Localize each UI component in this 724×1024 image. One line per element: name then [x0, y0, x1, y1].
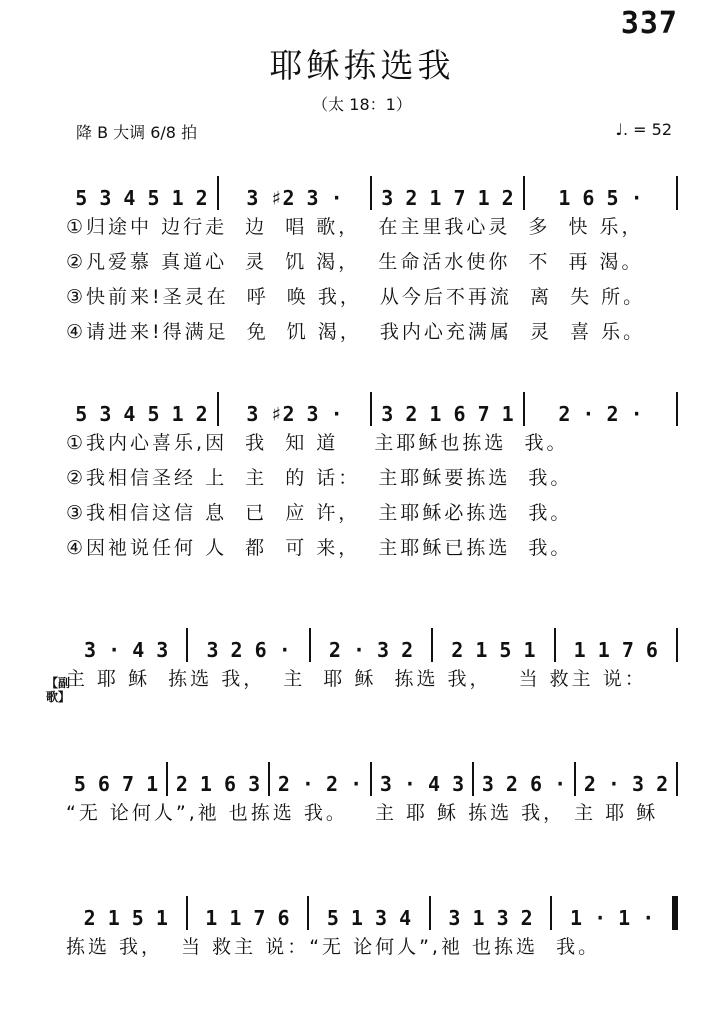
measure [372, 392, 523, 426]
notes: 5 3 4 5 1 2 [75, 402, 208, 426]
scripture-reference: （太 18：1） [312, 95, 412, 114]
notes: 5 6 7 1 [73, 772, 159, 796]
notes: 2 1 5 1 [83, 906, 168, 930]
measure [431, 896, 551, 930]
notes: 5 3 4 5 1 2 [75, 186, 208, 210]
lyric-line: 拣选 我， 当 救主 说：“无 论何人”,祂 也拣选 我。 [66, 936, 601, 958]
page-number: 337 [620, 6, 678, 41]
notes: 2 · 2 · [277, 772, 363, 796]
system-1 [66, 176, 678, 350]
notes: 2 1 5 1 [451, 638, 536, 662]
measure [168, 762, 268, 796]
notes: 3 · 4 3 [379, 772, 465, 796]
notation-row [66, 176, 678, 210]
notes: 3 · 4 3 [84, 638, 169, 662]
lyric-line-4: ④请进来!得满足 免 饥 渴， 我内心充满属 灵 喜 乐。 [66, 321, 646, 343]
measure [66, 392, 217, 426]
notation-row [66, 392, 678, 426]
chorus-label: 【副歌】 [46, 676, 71, 704]
notes: 3 2 1 6 7 1 [381, 402, 514, 426]
notes: 1 · 1 · [570, 906, 655, 930]
measure [525, 176, 676, 210]
measure [556, 628, 676, 662]
notes: 2 · 3 2 [328, 638, 414, 662]
measure [219, 176, 370, 210]
lyric-line-2: ②我相信圣经 上 主 的 话： 主耶稣要拣选 我。 [66, 467, 573, 489]
notes: 3 ♯2 3 · [246, 402, 343, 426]
notes: 2 1 6 3 [175, 772, 261, 796]
notation-row [66, 896, 678, 930]
measure [525, 392, 676, 426]
system-3 [66, 628, 678, 697]
system-5 [66, 896, 678, 965]
notes: 5 1 3 4 [326, 906, 412, 930]
system-2 [66, 392, 678, 566]
measure [219, 392, 370, 426]
lyric-line-1: ①归途中 边行走 边 唱 歌， 在主里我心灵 多 快 乐， [66, 216, 644, 238]
bar-line [676, 762, 678, 796]
notes: 2 · 2 · [558, 402, 643, 426]
system-4 [66, 762, 678, 831]
measure [552, 896, 672, 930]
lyric-line: 主 耶 稣 拣选 我， 主 耶 稣 拣选 我， 当 救主 说： [66, 668, 647, 690]
lyric-line-1: ①我内心喜乐,因 我 知 道 主耶稣也拣选 我。 [66, 432, 569, 454]
measure [66, 628, 186, 662]
key-signature: 降 B 大调 6/8 拍 [76, 123, 198, 142]
notes: 3 2 1 7 1 2 [381, 186, 514, 210]
notes: 1 1 7 6 [573, 638, 658, 662]
notes: 3 2 6 · [481, 772, 567, 796]
bar-line [676, 176, 678, 210]
notes: 3 ♯2 3 · [246, 186, 343, 210]
notes: 2 · 3 2 [583, 772, 669, 796]
measure [372, 762, 472, 796]
measure [66, 176, 217, 210]
lyric-line-3: ③快前来!圣灵在 呼 唤 我， 从今后不再流 离 失 所。 [66, 286, 646, 308]
lyric-line-2: ②凡爱慕 真道心 灵 饥 渴， 生命活水使你 不 再 渴。 [66, 251, 644, 273]
measure [188, 628, 308, 662]
measure [188, 896, 308, 930]
measure [474, 762, 574, 796]
notation-row [66, 628, 678, 662]
tempo-marking: ♩. = 52 [615, 120, 672, 139]
measure [66, 896, 186, 930]
notation-row [66, 762, 678, 796]
measure [270, 762, 370, 796]
bar-line [676, 628, 678, 662]
measure [372, 176, 523, 210]
lyric-line-4: ④因祂说任何 人 都 可 来， 主耶稣已拣选 我。 [66, 537, 573, 559]
hymn-title: 耶稣拣选我 [269, 46, 455, 85]
measure [576, 762, 676, 796]
bar-line [676, 392, 678, 426]
lyric-line-3: ③我相信这信 息 已 应 许， 主耶稣必拣选 我。 [66, 502, 573, 524]
measure [311, 628, 431, 662]
notes: 3 2 6 · [206, 638, 291, 662]
measure [433, 628, 553, 662]
final-bar-line [672, 896, 678, 930]
measure [309, 896, 429, 930]
measure [66, 762, 166, 796]
notes: 3 1 3 2 [448, 906, 533, 930]
notes: 1 1 7 6 [205, 906, 290, 930]
lyric-line: “无 论何人”,祂 也拣选 我。 主 耶 稣 拣选 我， 主 耶 稣 [66, 802, 659, 824]
notes: 1 6 5 · [558, 186, 643, 210]
